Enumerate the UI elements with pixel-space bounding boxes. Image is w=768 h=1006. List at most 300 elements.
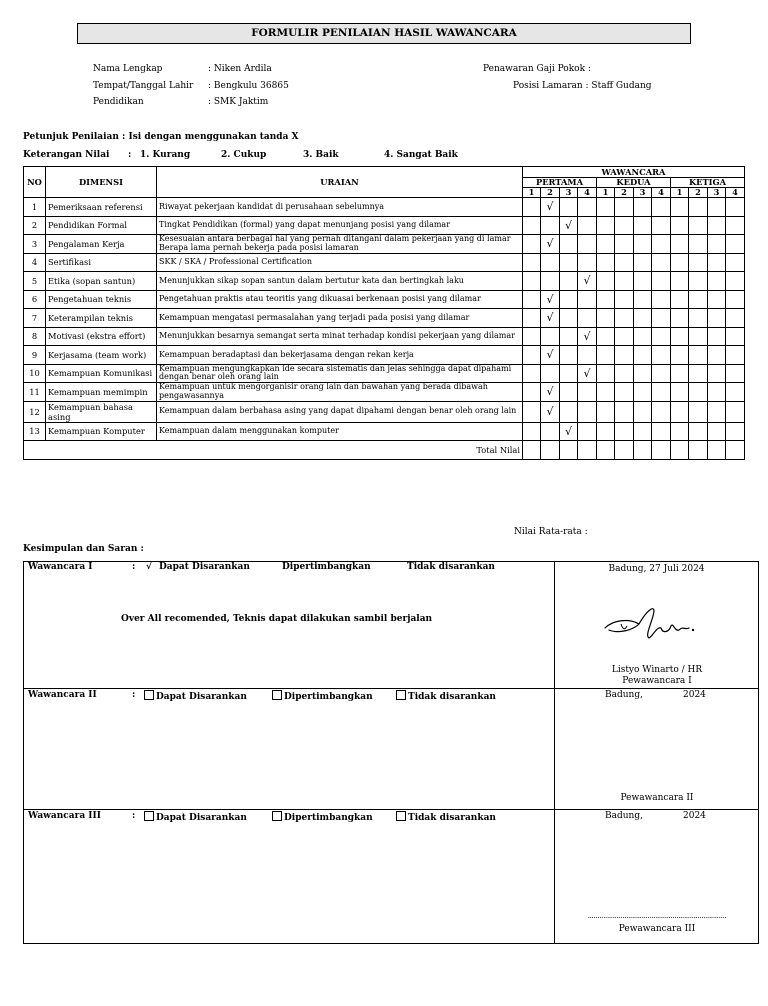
score-cell[interactable] (578, 253, 597, 272)
header-ketiga: KETIGA (671, 178, 745, 188)
interview-3-role: Pewawancara III (618, 924, 696, 934)
name-value: : Niken Ardila (208, 64, 272, 74)
interview-3-signature-line: ........................................................................ (587, 912, 727, 920)
score-cell[interactable] (689, 346, 708, 365)
score-cell[interactable] (671, 383, 689, 402)
table-row (24, 327, 745, 346)
score-cell[interactable] (634, 290, 652, 309)
interview-3-label: Wawancara III (28, 811, 101, 821)
interview-table (23, 561, 759, 944)
average-label: Nilai Rata-rata : (514, 527, 588, 537)
score-col-header: 3 (560, 188, 578, 198)
score-cell[interactable] (523, 401, 541, 422)
interview-1-option-not-recommended[interactable]: Tidak disarankan (407, 562, 495, 572)
total-cell[interactable] (671, 441, 689, 460)
score-cell[interactable] (671, 235, 689, 254)
score-cell[interactable] (671, 401, 689, 422)
instructions: Petunjuk Penilaian : Isi dengan menggunakan tanda X (23, 132, 299, 142)
score-col-header: 3 (708, 188, 726, 198)
interview-3-option-considered[interactable]: Dipertimbangkan (284, 813, 373, 823)
score-cell[interactable] (708, 309, 726, 328)
score-col-header: 2 (541, 188, 560, 198)
score-cell[interactable] (726, 309, 745, 328)
row-description: Menunjukkan sikap sopan santun dalam bertutur kata dan bertingkah laku (157, 272, 523, 291)
score-cell[interactable] (708, 272, 726, 291)
interview-1-option-considered[interactable]: Dipertimbangkan (282, 562, 371, 572)
score-col-header: 4 (726, 188, 745, 198)
score-cell[interactable] (726, 235, 745, 254)
score-cell[interactable] (615, 309, 634, 328)
score-cell[interactable] (597, 422, 615, 441)
legend-label: Keterangan Nilai (23, 150, 110, 160)
score-cell[interactable] (578, 346, 597, 365)
score-cell[interactable] (578, 422, 597, 441)
score-cell[interactable] (597, 383, 615, 402)
score-cell[interactable] (523, 253, 541, 272)
score-cell[interactable] (689, 216, 708, 235)
score-cell[interactable] (541, 272, 560, 291)
interview-2-option-recommended[interactable]: Dapat Disarankan (156, 692, 247, 702)
interview-1-left (24, 562, 555, 689)
score-cell[interactable] (597, 401, 615, 422)
score-cell[interactable] (541, 422, 560, 441)
total-cell[interactable] (541, 441, 560, 460)
table-row (24, 401, 745, 422)
interview-1-right (555, 562, 759, 689)
score-cell[interactable] (726, 401, 745, 422)
legend-value-1: 1. Kurang (140, 150, 191, 160)
score-cell[interactable] (615, 290, 634, 309)
score-cell[interactable] (578, 235, 597, 254)
total-cell[interactable] (689, 441, 708, 460)
score-cell[interactable] (615, 216, 634, 235)
score-cell[interactable] (597, 198, 615, 217)
score-cell[interactable] (615, 327, 634, 346)
total-cell[interactable] (708, 441, 726, 460)
total-row (24, 441, 745, 460)
score-col-header: 4 (578, 188, 597, 198)
table-row (24, 235, 745, 254)
score-cell[interactable] (652, 346, 671, 365)
score-cell[interactable] (671, 327, 689, 346)
score-check-mark[interactable]: √ (541, 401, 560, 422)
score-cell[interactable] (652, 272, 671, 291)
row-number: 8 (24, 327, 46, 346)
row-number: 7 (24, 309, 46, 328)
score-cell[interactable] (597, 272, 615, 291)
score-col-header: 3 (634, 188, 652, 198)
row-dimension: Motivasi (ekstra effort) (46, 327, 157, 346)
row-description: Kemampuan dalam berbahasa asing yang dapat dipahami dengan benar oleh orang lain (157, 401, 523, 422)
score-cell[interactable] (634, 235, 652, 254)
interview-2-role: Pewawancara II (620, 793, 694, 803)
education-value: : SMK Jaktim (208, 97, 269, 107)
total-cell[interactable] (578, 441, 597, 460)
interview-2-date-place: Badung, (605, 690, 643, 700)
birth-value: : Bengkulu 36865 (208, 81, 289, 91)
score-cell[interactable] (634, 309, 652, 328)
score-cell[interactable] (597, 364, 615, 383)
interview-1-date: Badung, 27 Juli 2024 (608, 564, 705, 574)
signature-image (599, 600, 699, 648)
legend-value-2: 2. Cukup (221, 150, 267, 160)
interview-3-option-recommended[interactable]: Dapat Disarankan (156, 813, 247, 823)
row-description: Kemampuan beradaptasi dan bekerjasama dengan rekan kerja (157, 346, 523, 365)
interview-3-right (555, 810, 759, 944)
name-label: Nama Lengkap (93, 64, 163, 74)
score-cell[interactable] (689, 383, 708, 402)
score-check-mark[interactable]: √ (541, 290, 560, 309)
score-cell[interactable] (560, 198, 578, 217)
score-col-header: 2 (615, 188, 634, 198)
interview-3-checkbox-recommended[interactable] (144, 811, 154, 821)
interview-1-role: Pewawancara I (622, 676, 692, 686)
row-description: Kemampuan dalam menggunakan komputer (157, 422, 523, 441)
score-cell[interactable] (560, 383, 578, 402)
score-cell[interactable] (615, 401, 634, 422)
score-cell[interactable] (578, 198, 597, 217)
score-cell[interactable] (708, 253, 726, 272)
form-title: FORMULIR PENILAIAN HASIL WAWANCARA (77, 23, 691, 44)
row-dimension: Sertifikasi (46, 253, 157, 272)
score-cell[interactable] (708, 235, 726, 254)
row-dimension: Kerjasama (team work) (46, 346, 157, 365)
score-cell[interactable] (597, 253, 615, 272)
score-cell[interactable] (708, 327, 726, 346)
score-cell[interactable] (652, 422, 671, 441)
score-cell[interactable] (523, 309, 541, 328)
score-check-mark[interactable]: √ (560, 216, 578, 235)
row-number: 10 (24, 364, 46, 383)
score-cell[interactable] (615, 364, 634, 383)
row-description: Kemampuan mengungkapkan ide secara sistematis dan jelas sehingga dapat dipahami dengan benar oleh orang lain (157, 364, 523, 383)
score-cell[interactable] (597, 327, 615, 346)
row-description: Tingkat Pendidikan (formal) yang dapat menunjang posisi yang dilamar (157, 216, 523, 235)
total-cell[interactable] (560, 441, 578, 460)
interview-2-date-year: 2024 (683, 690, 706, 700)
score-check-mark[interactable]: √ (541, 383, 560, 402)
total-label: Total Nilai (24, 441, 523, 460)
score-cell[interactable] (726, 422, 745, 441)
score-cell[interactable] (541, 364, 560, 383)
score-cell[interactable] (523, 346, 541, 365)
score-cell[interactable] (652, 198, 671, 217)
row-description: Kesesuaian antara berbagai hal yang pernah ditangani dalam pekerjaan yang di lamar Berapa lama pernah bekerja pada posisi lamaran (157, 235, 523, 254)
score-cell[interactable] (615, 235, 634, 254)
table-row (24, 290, 745, 309)
interview-2-checkbox-considered[interactable] (272, 690, 282, 700)
score-cell[interactable] (726, 253, 745, 272)
score-cell[interactable] (597, 290, 615, 309)
row-description: Riwayat pekerjaan kandidat di perusahaan sebelumnya (157, 198, 523, 217)
row-description: Kemampuan mengatasi permasalahan yang terjadi pada posisi yang dilamar (157, 309, 523, 328)
table-row (24, 216, 745, 235)
score-cell[interactable] (560, 346, 578, 365)
header-no: NO (24, 167, 46, 198)
interview-2-option-not-recommended[interactable]: Tidak disarankan (408, 692, 496, 702)
score-cell[interactable] (560, 401, 578, 422)
score-cell[interactable] (634, 364, 652, 383)
score-cell[interactable] (523, 327, 541, 346)
score-cell[interactable] (634, 272, 652, 291)
score-cell[interactable] (726, 272, 745, 291)
header-pertama: PERTAMA (523, 178, 597, 188)
interview-1-label: Wawancara I (28, 562, 93, 572)
interview-2-label: Wawancara II (28, 690, 97, 700)
score-cell[interactable] (652, 235, 671, 254)
score-cell[interactable] (689, 364, 708, 383)
interview-3-left (24, 810, 555, 944)
score-cell[interactable] (689, 198, 708, 217)
interview-3-colon: : (132, 811, 136, 821)
row-number: 1 (24, 198, 46, 217)
interview-3-date-place: Badung, (605, 811, 643, 821)
score-cell[interactable] (560, 309, 578, 328)
interview-1-option-recommended[interactable]: Dapat Disarankan (159, 562, 250, 572)
score-cell[interactable] (708, 364, 726, 383)
table-row (24, 422, 745, 441)
table-row (24, 272, 745, 291)
score-check-mark[interactable]: √ (541, 198, 560, 217)
interview-3-option-not-recommended[interactable]: Tidak disarankan (408, 813, 496, 823)
score-check-mark[interactable]: √ (560, 422, 578, 441)
position-label: Posisi Lamaran : Staff Gudang (513, 81, 652, 91)
table-row (24, 253, 745, 272)
legend-colon: : (128, 150, 132, 160)
score-cell[interactable] (689, 253, 708, 272)
row-number: 11 (24, 383, 46, 402)
score-col-header: 2 (689, 188, 708, 198)
score-col-header: 4 (652, 188, 671, 198)
interview-2-checkbox-not-recommended[interactable] (396, 690, 406, 700)
birth-label: Tempat/Tanggal Lahir (93, 81, 194, 91)
score-cell[interactable] (615, 198, 634, 217)
score-check-mark[interactable]: √ (541, 235, 560, 254)
table-row (24, 309, 745, 328)
score-cell[interactable] (689, 422, 708, 441)
score-cell[interactable] (523, 216, 541, 235)
score-cell[interactable] (708, 346, 726, 365)
interview-2-checkbox-recommended[interactable] (144, 690, 154, 700)
score-cell[interactable] (671, 309, 689, 328)
legend-value-4: 4. Sangat Baik (384, 150, 458, 160)
score-cell[interactable] (615, 272, 634, 291)
score-cell[interactable] (726, 346, 745, 365)
table-row (24, 383, 745, 402)
total-cell[interactable] (615, 441, 634, 460)
score-cell[interactable] (523, 383, 541, 402)
total-cell[interactable] (726, 441, 745, 460)
score-cell[interactable] (597, 216, 615, 235)
score-cell[interactable] (671, 253, 689, 272)
row-dimension: Kemampuan Komputer (46, 422, 157, 441)
score-cell[interactable] (708, 401, 726, 422)
interview-2-option-considered[interactable]: Dipertimbangkan (284, 692, 373, 702)
score-cell[interactable] (615, 346, 634, 365)
education-label: Pendidikan (93, 97, 144, 107)
row-dimension: Pengalaman Kerja (46, 235, 157, 254)
header-dimensi: DIMENSI (46, 167, 157, 198)
total-cell[interactable] (652, 441, 671, 460)
score-cell[interactable] (615, 422, 634, 441)
row-number: 5 (24, 272, 46, 291)
header-kedua: KEDUA (597, 178, 671, 188)
row-dimension: Pengetahuan teknis (46, 290, 157, 309)
score-cell[interactable] (652, 327, 671, 346)
legend-value-3: 3. Baik (303, 150, 339, 160)
interview-3-checkbox-not-recommended[interactable] (396, 811, 406, 821)
table-row (24, 364, 745, 383)
interview-1-signer: Listyo Winarto / HR (611, 665, 703, 675)
score-cell[interactable] (708, 216, 726, 235)
score-cell[interactable] (708, 290, 726, 309)
score-cell[interactable] (652, 309, 671, 328)
total-cell[interactable] (523, 441, 541, 460)
score-cell[interactable] (523, 272, 541, 291)
score-check-mark[interactable]: √ (541, 309, 560, 328)
interview-1-comment: Over All recomended, Teknis dapat dilakukan sambil berjalan (121, 614, 433, 624)
interview-2-right (555, 689, 759, 810)
table-row (24, 198, 745, 217)
score-cell[interactable] (652, 401, 671, 422)
score-check-mark[interactable]: √ (578, 272, 597, 291)
score-cell[interactable] (652, 216, 671, 235)
score-cell[interactable] (597, 235, 615, 254)
row-dimension: Etika (sopan santun) (46, 272, 157, 291)
score-cell[interactable] (615, 253, 634, 272)
score-cell[interactable] (578, 290, 597, 309)
score-cell[interactable] (578, 216, 597, 235)
score-cell[interactable] (634, 422, 652, 441)
row-dimension: Kemampuan bahasa asing (46, 401, 157, 422)
score-cell[interactable] (708, 422, 726, 441)
score-cell[interactable] (634, 346, 652, 365)
score-cell[interactable] (634, 216, 652, 235)
score-cell[interactable] (560, 253, 578, 272)
salary-offer-label: Penawaran Gaji Pokok : (483, 64, 591, 74)
row-dimension: Kemampuan Komunikasi (46, 364, 157, 383)
interview-1-check[interactable]: √ (146, 562, 152, 572)
score-cell[interactable] (523, 364, 541, 383)
score-cell[interactable] (634, 198, 652, 217)
score-cell[interactable] (578, 309, 597, 328)
score-cell[interactable] (671, 290, 689, 309)
score-cell[interactable] (541, 327, 560, 346)
score-cell[interactable] (560, 272, 578, 291)
score-cell[interactable] (671, 198, 689, 217)
interview-2-colon: : (132, 690, 136, 700)
score-cell[interactable] (689, 290, 708, 309)
score-cell[interactable] (689, 401, 708, 422)
total-cell[interactable] (634, 441, 652, 460)
row-number: 2 (24, 216, 46, 235)
score-col-header: 1 (597, 188, 615, 198)
score-cell[interactable] (726, 327, 745, 346)
score-cell[interactable] (708, 198, 726, 217)
score-cell[interactable] (671, 346, 689, 365)
score-cell[interactable] (560, 364, 578, 383)
row-dimension: Pendidikan Formal (46, 216, 157, 235)
row-description: Kemampuan untuk mengorganisir orang lain dan bawahan yang berada dibawah pengawasannya (157, 383, 523, 402)
score-cell[interactable] (560, 290, 578, 309)
row-number: 13 (24, 422, 46, 441)
score-cell[interactable] (671, 422, 689, 441)
score-cell[interactable] (652, 383, 671, 402)
row-number: 3 (24, 235, 46, 254)
score-cell[interactable] (523, 235, 541, 254)
score-cell[interactable] (726, 383, 745, 402)
score-check-mark[interactable]: √ (578, 364, 597, 383)
row-dimension: Pemeriksaan referensi (46, 198, 157, 217)
score-cell[interactable] (541, 253, 560, 272)
score-cell[interactable] (560, 235, 578, 254)
interview-3-date-year: 2024 (683, 811, 706, 821)
score-cell[interactable] (726, 198, 745, 217)
score-col-header: 1 (671, 188, 689, 198)
score-cell[interactable] (689, 309, 708, 328)
score-cell[interactable] (726, 216, 745, 235)
score-check-mark[interactable]: √ (541, 346, 560, 365)
score-cell[interactable] (726, 290, 745, 309)
score-cell[interactable] (597, 309, 615, 328)
score-cell[interactable] (634, 327, 652, 346)
score-cell[interactable] (634, 401, 652, 422)
score-cell[interactable] (726, 364, 745, 383)
score-cell[interactable] (671, 364, 689, 383)
header-uraian: URAIAN (157, 167, 523, 198)
row-description: SKK / SKA / Professional Certification (157, 253, 523, 272)
score-cell[interactable] (671, 216, 689, 235)
row-dimension: Kemampuan memimpin (46, 383, 157, 402)
score-cell[interactable] (634, 383, 652, 402)
conclusion-label: Kesimpulan dan Saran : (23, 544, 144, 554)
score-cell[interactable] (560, 327, 578, 346)
table-row (24, 346, 745, 365)
score-cell[interactable] (634, 253, 652, 272)
score-cell[interactable] (615, 383, 634, 402)
row-description: Menunjukkan besarnya semangat serta minat terhadap kondisi pekerjaan yang dilamar (157, 327, 523, 346)
score-cell[interactable] (523, 422, 541, 441)
row-description: Pengetahuan praktis atau teoritis yang dikuasai berkenaan posisi yang dilamar (157, 290, 523, 309)
row-number: 4 (24, 253, 46, 272)
score-check-mark[interactable]: √ (578, 327, 597, 346)
score-cell[interactable] (652, 290, 671, 309)
score-cell[interactable] (523, 198, 541, 217)
row-number: 6 (24, 290, 46, 309)
scoring-table (23, 166, 745, 460)
score-cell[interactable] (652, 253, 671, 272)
total-cell[interactable] (597, 441, 615, 460)
score-cell[interactable] (541, 216, 560, 235)
interview-2-left (24, 689, 555, 810)
score-cell[interactable] (578, 383, 597, 402)
score-cell[interactable] (523, 290, 541, 309)
row-dimension: Keterampilan teknis (46, 309, 157, 328)
score-cell[interactable] (578, 401, 597, 422)
score-cell[interactable] (689, 327, 708, 346)
score-cell[interactable] (689, 235, 708, 254)
header-wawancara: WAWANCARA (523, 167, 745, 178)
row-number: 12 (24, 401, 46, 422)
score-cell[interactable] (597, 346, 615, 365)
score-cell[interactable] (689, 272, 708, 291)
row-number: 9 (24, 346, 46, 365)
interview-3-checkbox-considered[interactable] (272, 811, 282, 821)
score-cell[interactable] (652, 364, 671, 383)
score-cell[interactable] (671, 272, 689, 291)
interview-1-colon: : (132, 562, 136, 572)
score-cell[interactable] (708, 383, 726, 402)
